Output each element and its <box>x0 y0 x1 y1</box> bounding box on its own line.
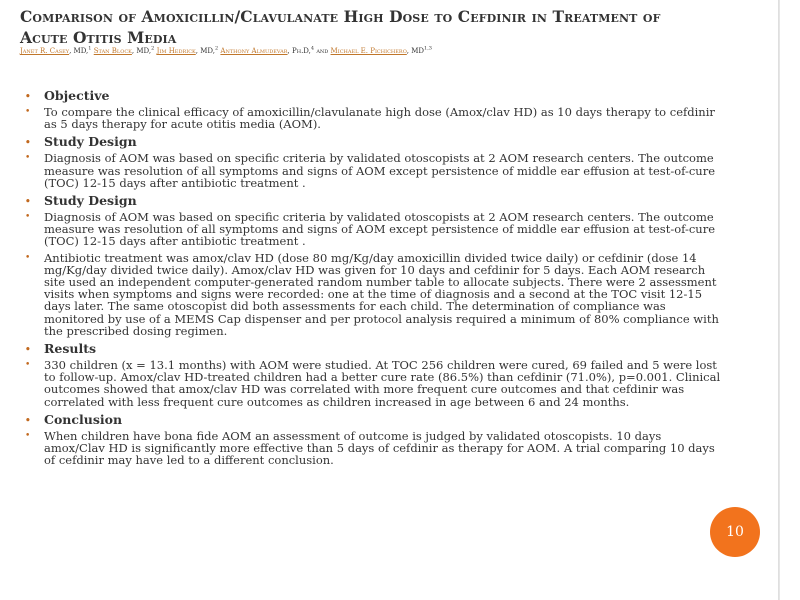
bullet-icon: • <box>25 252 31 263</box>
section-paragraph: • When children have bona fide AOM an assessment of outcome is judged by validated otoscopists. 10 days amox/Clav HD is significantly more effective than 5 days of cefdinir as therapy for AOM. A trial comparing 10 days of cefdinir may have led to a different conclusion. <box>25 428 715 468</box>
title-line-1: Comparison of Amoxicillin/Clavulanate High Dose to Cefdinir in Treatment of <box>20 7 661 26</box>
bullet-icon: • <box>25 212 31 223</box>
section-paragraph: • 330 children (x = 13.1 months) with AOM were studied. At TOC 256 children were cured, 69 failed and 5 were lost to follow-up. Amox/clav HD-treated children had a better cure rate (86.5%) than cefdinir (71.0%), p=0.001. Clinical outcomes showed that amox/clav HD was correlated with more frequent cure outcomes and that cefdinir was correlated with less frequent cure outcomes as children increased in age between 6 and 24 months. <box>25 358 721 409</box>
section-paragraph: • Diagnosis of AOM was based on specific criteria by validated otoscopists at 2 AOM research centers. The outcome measure was resolution of all symptoms and signs of AOM except persistence of middle ear effusion at test-of-cure (TOC) 12-15 days after antibiotic treatment . <box>25 151 716 190</box>
section-heading: • Study Design <box>25 193 137 209</box>
author-link[interactable]: Stan Block <box>93 47 132 55</box>
section-paragraph: • Diagnosis of AOM was based on specific criteria by validated otoscopists at 2 AOM research centers. The outcome measure was resolution of all symptoms and signs of AOM except persistence of middle ear effusion at test-of-cure (TOC) 12-15 days after antibiotic treatment . <box>25 210 716 249</box>
bullet-icon: • <box>25 138 31 149</box>
author-list: Janet R. Casey, MD,$^1$ Stan Block, MD,$^2$ Jim Hedrick, MD,$^2$ Anthony Almudevar, Ph.D,$^4$ and Michael E. Pichichero, MD$^{1,3}$ <box>20 45 432 55</box>
window-right-margin <box>779 0 800 600</box>
section-paragraph: • To compare the clinical efficacy of amoxicillin/clavulanate high dose (Amox/clav HD) as 10 days therapy to cefdinir as 5 days therapy for acute otitis media (AOM). <box>25 105 715 132</box>
title-line-2: Acute Otitis Media <box>20 28 177 47</box>
section-paragraph: • Antibiotic treatment was amox/clav HD (dose 80 mg/Kg/day amoxicillin divided twice daily) or cefdinir (dose 14 mg/Kg/day divided twice daily). Amox/clav HD was given for 10 days and cefdinir for 5 days. Each AOM research site used an independent computer-generated random number table to allocate subjects. There were 2 assessment visits when symptoms and signs were recorded: one at the time of diagnosis and a second at the TOC visit 12-15 days later. The same otoscopist did both assessments for each child. The determination of compliance was monitored by use of a MEMS Cap dispenser and per protocol analysis required a minimum of 80% compliance with the prescribed dosing regimen. <box>25 250 719 338</box>
bullet-icon: • <box>25 415 31 426</box>
bullet-icon: • <box>25 197 31 208</box>
author-link[interactable]: Jim Hedrick <box>156 47 196 55</box>
page-number-badge <box>710 507 760 557</box>
author-link[interactable]: Anthony Almudevar <box>220 47 288 55</box>
section-heading: • Objective <box>25 88 110 103</box>
bullet-icon: • <box>25 92 31 102</box>
section-heading: • Study Design <box>25 134 137 150</box>
bullet-icon: • <box>25 345 31 356</box>
section-heading: • Conclusion <box>25 411 123 427</box>
bullet-icon: • <box>25 430 31 441</box>
slide-content <box>25 85 725 470</box>
slide-title <box>20 6 760 48</box>
section-heading: • Results <box>25 341 97 357</box>
bullet-icon: • <box>25 360 31 371</box>
authors-and: and <box>316 47 329 55</box>
author-link[interactable]: Michael E. Pichichero <box>330 47 407 55</box>
author-link[interactable]: Janet R. Casey <box>20 47 70 55</box>
page-number: 10 <box>726 524 744 540</box>
bullet-icon: • <box>25 107 31 117</box>
bullet-icon: • <box>25 153 31 164</box>
